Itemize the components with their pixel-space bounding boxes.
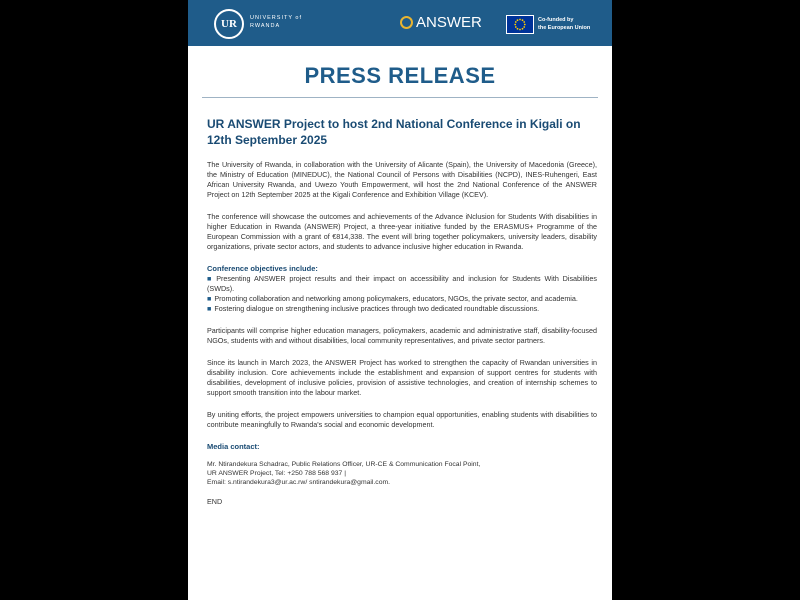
list-item: ■ Fostering dialogue on strengthening inclusive practices through two dedicated roundtable discussions. [207,304,540,313]
title-divider [202,97,598,98]
page-title: PRESS RELEASE [304,63,496,88]
document-page [188,0,612,600]
bullet-icon: ■ [207,274,214,283]
header-banner [188,0,612,46]
objectives-list [207,274,597,314]
eu-flag-icon [506,15,534,34]
eu-cofunded-logo [506,15,610,35]
paragraph-participants: Participants will comprise higher education managers, policymakers, academic and administrative staff, disability-focused NGOs, students with and without disabilities, local community representatives, and private sector partners. [207,326,597,345]
answer-globe-icon [400,16,413,29]
university-of-rwanda-logo [214,9,364,39]
eu-cofunded-text: Co-funded by the European Union [538,17,591,31]
paragraph-achievements: Since its launch in March 2023, the ANSWER Project has worked to strengthen the capacity of Rwandan universities in disability inclusion. Core achievements include the establishment and expansion of support centres for students with disabilities, development of inclusive policies, provision of assistive technologies, and creation of internship schemes to support smooth transition into the labour market. [207,358,597,397]
ur-seal-icon: UR [214,9,244,39]
objectives-heading: Conference objectives include: [207,264,318,273]
contact-phone: UR ANSWER Project, Tel: +250 788 568 937 | [207,470,346,477]
contact-name: Mr. Ntirandekura Schadrac, Public Relations Officer, UR-CE & Communication Focal Point, [207,461,481,468]
paragraph-intro: The University of Rwanda, in collaboration with the University of Alicante (Spain), the University of Macedonia (Greece), the Ministry of Education (MINEDUC), the National Council of Persons with Disabilities (NCPD), INES-Ruhengeri, East African University Rwanda, and Uwezo Youth Empowerment, will host the 2nd National Conference of the ANSWER Project on 12th September 2025 at the Kigali Conference and Exhibition Village (KCEV). [207,160,597,199]
media-contact-heading: Media contact: [207,442,260,451]
bullet-icon: ■ [207,294,212,303]
press-headline: UR ANSWER Project to host 2nd National Conference in Kigali on 12th September 2025 [207,117,581,147]
ur-wordmark: UNIVERSITY of RWANDA [250,15,303,29]
press-body [207,160,597,507]
answer-logo [400,12,490,36]
list-item: ■ Promoting collaboration and networking among policymakers, educators, NGOs, the private sector, and academia. [207,294,578,303]
paragraph-conclusion: By uniting efforts, the project empowers universities to champion equal opportunities, enabling students with disabilities to contribute meaningfully to Rwanda's social and economic development. [207,410,597,429]
media-contact-block [207,460,597,487]
end-marker: END [207,497,223,506]
paragraph-showcase: The conference will showcase the outcomes and achievements of the Advance iNclusion for Students With disabilities in higher Education in Rwanda (ANSWER) Project, a three-year initiative funded by the ERASMUS+ Programme of the European Commission with a grant of €814,338. The event will bring together policymakers, university leaders, disability organizations, private sector actors, and students to advance inclusive higher education in Rwanda. [207,212,597,251]
contact-email: Email: s.ntirandekura3@ur.ac.rw/ sntirandekura@gmail.com. [207,479,391,486]
list-item: ■ Presenting ANSWER project results and their impact on accessibility and inclusion for Students With Disabilities (SWDs). [207,274,598,293]
answer-wordmark: ANSWER [416,14,482,31]
bullet-icon: ■ [207,304,212,313]
